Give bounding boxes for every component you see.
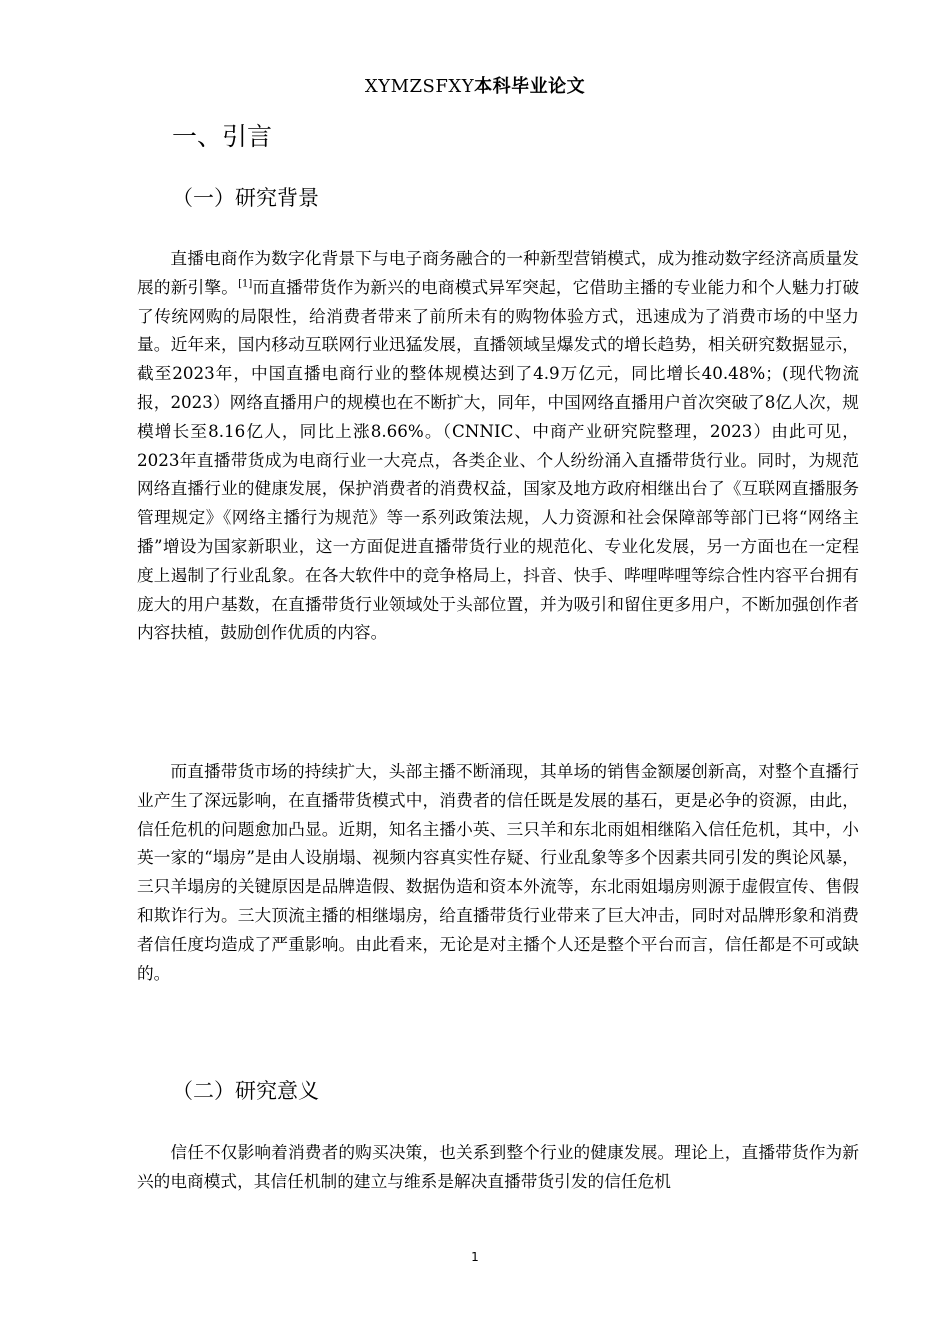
section-heading-significance: （二）研究意义 (172, 1079, 319, 1103)
citation-marker: [1] (238, 278, 253, 290)
paragraph-background-1 (137, 244, 859, 647)
paragraph-text: 直播电商作为数字化背景下与电子商务融合的一种新型营销模式，成为推动数字经济高质量发展的新引擎。 (137, 248, 859, 297)
section-heading-background: （一）研究背景 (172, 186, 319, 210)
header-title: 本科毕业论文 (474, 76, 586, 97)
chapter-heading: 一、引言 (172, 122, 273, 151)
paragraph-background-2: 而直播带货市场的持续扩大，头部主播不断涌现，其单场的销售金额屡创新高，对整个直播行业产生了深远影响，在直播带货模式中，消费者的信任既是发展的基石，更是必争的资源，由此，信任危机的问题愈加凸显。近期，知名主播小英、三只羊和东北雨姐相继陷入信任危机，其中，小英一家的“塌房”是由人设崩塌、视频内容真实性存疑、行业乱象等多个因素共同引发的舆论风暴，三只羊塌房的关键原因是品牌造假、数据伪造和资本外流等，东北雨姐塌房则源于虚假宣传、售假和欺诈行为。三大顶流主播的相继塌房，给直播带货行业带来了巨大冲击，同时对品牌形象和消费者信任度均造成了严重影响。由此看来，无论是对主播个人还是整个平台而言，信任都是不可或缺的。 (137, 761, 859, 983)
page-number: 1 (471, 1250, 479, 1264)
paragraph-text: 而直播带货作为新兴的电商模式异军突起，它借助主播的专业能力和个人魅力打破了传统网购的局限性，给消费者带来了前所未有的购物体验方式，迅速成为了消费市场的中坚力量。近年来，国内移动互联网行业迅猛发展，直播领域呈爆发式的增长趋势，相关研究数据显示，截至2023年，中国直播电商行业的整体规模达到了4.9万亿元，同比增长40.48%；(现代物流报，2023）网络直播用户的规模也在不断扩大，同年，中国网络直播用户首次突破了8亿人次，规模增长至8.16亿人，同比上涨8.66%。（CNNIC、中商产业研究院整理，2023）由此可见，2023年直播带货成为电商行业一大亮点，各类企业、个人纷纷涌入直播带货行业。同时，为规范网络直播行业的健康发展，保护消费者的消费权益，国家及地方政府相继出台了《互联网直播服务管理规定》《网络主播行为规范》等一系列政策法规，人力资源和社会保障部等部门已将“网络主播”增设为国家新职业，这一方面促进直播带货行业的规范化、专业化发展，另一方面也在一定程度上遏制了行业乱象。在各大软件中的竞争格局上，抖音、快手、哔哩哔哩等综合性内容平台拥有庞大的用户基数，在直播带货行业领域处于头部位置，并为吸引和留住更多用户，不断加强创作者内容扶植，鼓励创作优质的内容。 (137, 276, 860, 643)
page-header (0, 72, 950, 98)
paragraph-significance-1: 信任不仅影响着消费者的购买决策，也关系到整个行业的健康发展。理论上，直播带货作为新兴的电商模式，其信任机制的建立与维系是解决直播带货引发的信任危机 (137, 1142, 859, 1191)
header-code: XYMZSFXY (364, 76, 475, 97)
